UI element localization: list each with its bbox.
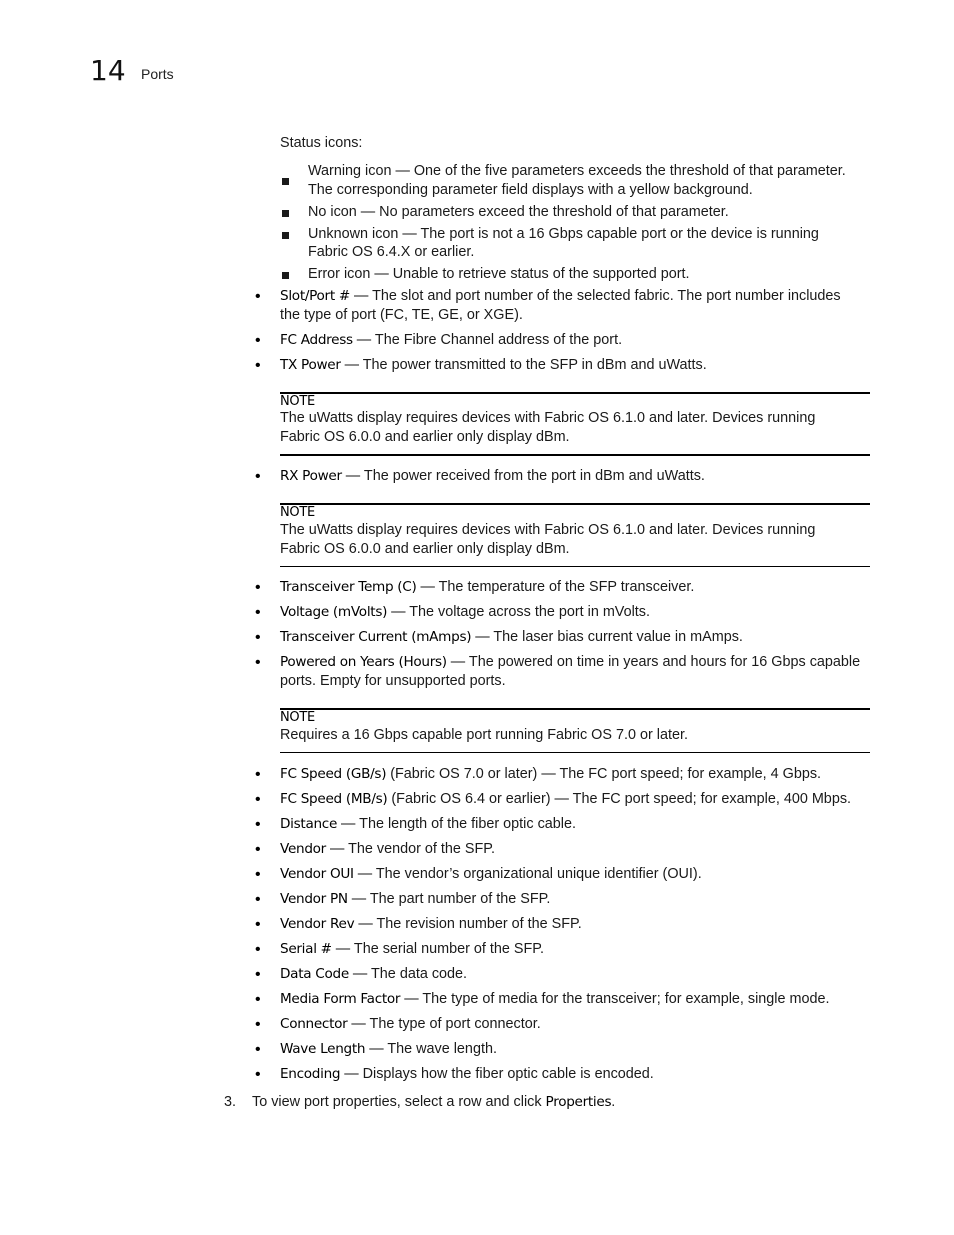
- status-icon-item: Warning icon — One of the five parameters exceeds the threshold of that parameter.: [308, 163, 846, 179]
- status-icon-item-cont: Fabric OS 6.4.X or earlier.: [308, 244, 475, 260]
- field-desc: — The vendor of the SFP.: [325, 841, 496, 857]
- field-item: [280, 1015, 541, 1034]
- field-term: Vendor Rev: [280, 916, 355, 932]
- field-term: TX Power: [280, 357, 341, 373]
- properties-button-ref: Properties: [545, 1094, 612, 1110]
- bullet-icon: •: [255, 816, 261, 833]
- field-term: Voltage (mVolts): [280, 604, 388, 620]
- field-term: FC Speed (MB/s): [280, 791, 388, 807]
- field-term: Serial #: [280, 941, 332, 957]
- note-top-rule: [280, 708, 870, 710]
- field-desc: — The vendor’s organizational unique identifier (OUI).: [353, 866, 702, 882]
- field-desc: — The temperature of the SFP transceiver.: [416, 579, 695, 595]
- field-item: [280, 578, 694, 597]
- bullet-icon: •: [255, 866, 261, 883]
- bullet-icon: •: [255, 629, 261, 646]
- field-desc: — The wave length.: [365, 1041, 497, 1057]
- field-item: [280, 790, 851, 809]
- field-term: Encoding: [280, 1066, 341, 1082]
- note-top-rule: [280, 503, 870, 505]
- note-text: The uWatts display requires devices with Fabric OS 6.1.0 and later. Devices running: [280, 522, 816, 538]
- field-item: [280, 628, 743, 647]
- square-bullet-icon: [282, 210, 289, 217]
- bullet-icon: •: [255, 766, 261, 783]
- note-label: NOTE: [280, 710, 315, 725]
- field-item: [280, 865, 702, 884]
- square-bullet-icon: [282, 272, 289, 279]
- field-desc: — The laser bias current value in mAmps.: [471, 629, 743, 645]
- field-desc: (Fabric OS 7.0 or later) — The FC port speed; for example, 4 Gbps.: [386, 766, 822, 782]
- bullet-icon: •: [255, 941, 261, 958]
- field-item: [280, 965, 467, 984]
- chapter-number: 14: [90, 54, 126, 87]
- bullet-icon: •: [255, 991, 261, 1008]
- field-item: [280, 467, 705, 486]
- field-term: Wave Length: [280, 1041, 366, 1057]
- bullet-icon: •: [255, 604, 261, 621]
- field-item: [280, 287, 841, 306]
- field-item: [280, 815, 576, 834]
- field-desc: — The type of media for the transceiver; for example, single mode.: [400, 991, 830, 1007]
- field-item: [280, 356, 707, 375]
- field-item: [280, 840, 495, 859]
- field-item: [280, 653, 860, 672]
- field-item-cont: the type of port (FC, TE, GE, or XGE).: [280, 307, 523, 323]
- bullet-icon: •: [255, 791, 261, 808]
- status-icon-item: Error icon — Unable to retrieve status of the supported port.: [308, 266, 690, 282]
- field-item: [280, 331, 622, 350]
- field-term: Transceiver Temp (C): [280, 579, 417, 595]
- field-term: FC Speed (GB/s): [280, 766, 387, 782]
- field-item-cont: ports. Empty for unsupported ports.: [280, 673, 506, 689]
- step-text: [252, 1093, 615, 1112]
- note-label: NOTE: [280, 505, 315, 520]
- bullet-icon: •: [255, 966, 261, 983]
- note-text: Fabric OS 6.0.0 and earlier only display dBm.: [280, 429, 570, 445]
- field-desc: — The power transmitted to the SFP in dBm and uWatts.: [340, 357, 707, 373]
- field-desc: — Displays how the fiber optic cable is encoded.: [340, 1066, 654, 1082]
- field-term: Distance: [280, 816, 338, 832]
- field-item: [280, 1040, 497, 1059]
- bullet-icon: •: [255, 1041, 261, 1058]
- note-text: Fabric OS 6.0.0 and earlier only display dBm.: [280, 541, 570, 557]
- field-item: [280, 940, 544, 959]
- field-desc: (Fabric OS 6.4 or earlier) — The FC port speed; for example, 400 Mbps.: [387, 791, 852, 807]
- field-term: Transceiver Current (mAmps): [280, 629, 472, 645]
- field-item: [280, 915, 582, 934]
- note-bottom-rule: [280, 454, 870, 456]
- section-title: Ports: [141, 66, 174, 82]
- field-desc: — The Fibre Channel address of the port.: [352, 332, 623, 348]
- square-bullet-icon: [282, 232, 289, 239]
- note-text: Requires a 16 Gbps capable port running Fabric OS 7.0 or later.: [280, 727, 688, 743]
- step-instruction: To view port properties, select a row and click: [252, 1094, 546, 1110]
- field-item: [280, 1065, 654, 1084]
- bullet-icon: •: [255, 891, 261, 908]
- field-desc: — The data code.: [348, 966, 468, 982]
- bullet-icon: •: [255, 916, 261, 933]
- square-bullet-icon: [282, 178, 289, 185]
- field-term: Vendor OUI: [280, 866, 354, 882]
- bullet-icon: •: [255, 1066, 261, 1083]
- note-bottom-rule: [280, 566, 870, 567]
- field-term: Connector: [280, 1016, 348, 1032]
- field-term: Powered on Years (Hours): [280, 654, 447, 670]
- status-icon-item-cont: The corresponding parameter field displays with a yellow background.: [308, 182, 753, 198]
- bullet-icon: •: [255, 332, 261, 349]
- bullet-icon: •: [255, 1016, 261, 1033]
- field-term: Vendor: [280, 841, 326, 857]
- field-desc: — The power received from the port in dBm and uWatts.: [341, 468, 705, 484]
- field-desc: — The revision number of the SFP.: [354, 916, 582, 932]
- step-number: 3.: [224, 1094, 237, 1110]
- note-top-rule: [280, 392, 870, 394]
- field-desc: — The type of port connector.: [347, 1016, 541, 1032]
- field-term: FC Address: [280, 332, 353, 348]
- bullet-icon: •: [255, 841, 261, 858]
- field-term: RX Power: [280, 468, 342, 484]
- field-desc: — The powered on time in years and hours for 16 Gbps capable: [446, 654, 861, 670]
- field-desc: — The slot and port number of the selected fabric. The port number includes: [350, 288, 841, 304]
- step-end: .: [611, 1094, 616, 1110]
- field-item: [280, 990, 830, 1009]
- bullet-icon: •: [255, 579, 261, 596]
- field-desc: — The serial number of the SFP.: [331, 941, 545, 957]
- status-icon-item: No icon — No parameters exceed the threshold of that parameter.: [308, 204, 729, 220]
- status-icons-intro: Status icons:: [280, 135, 363, 151]
- field-term: Data Code: [280, 966, 349, 982]
- field-term: Slot/Port #: [280, 288, 350, 304]
- note-bottom-rule: [280, 752, 870, 753]
- status-icon-item: Unknown icon — The port is not a 16 Gbps capable port or the device is running: [308, 226, 819, 242]
- field-item: [280, 890, 550, 909]
- field-item: [280, 765, 821, 784]
- field-desc: — The part number of the SFP.: [347, 891, 551, 907]
- bullet-icon: •: [255, 357, 261, 374]
- field-term: Vendor PN: [280, 891, 348, 907]
- note-text: The uWatts display requires devices with Fabric OS 6.1.0 and later. Devices running: [280, 410, 816, 426]
- field-desc: — The voltage across the port in mVolts.: [387, 604, 650, 620]
- field-term: Media Form Factor: [280, 991, 401, 1007]
- bullet-icon: •: [255, 468, 261, 485]
- note-label: NOTE: [280, 394, 315, 409]
- field-desc: — The length of the fiber optic cable.: [337, 816, 576, 832]
- field-item: [280, 603, 650, 622]
- bullet-icon: •: [255, 654, 261, 671]
- bullet-icon: •: [255, 288, 261, 305]
